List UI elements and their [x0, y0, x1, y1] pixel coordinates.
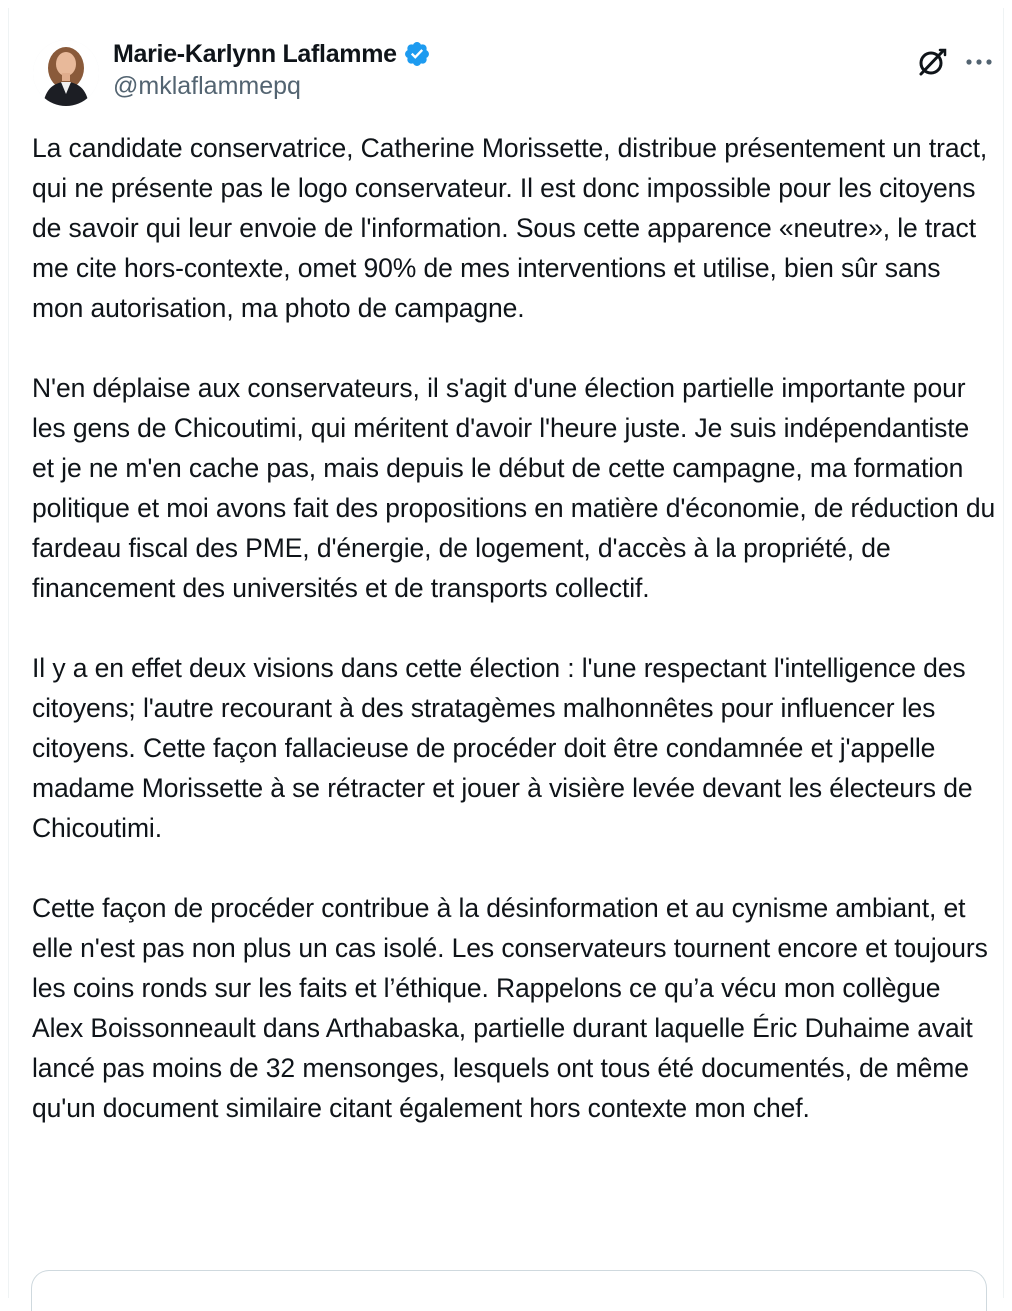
- avatar[interactable]: [33, 40, 99, 106]
- author-display-name[interactable]: Marie-Karlynn Laflamme: [113, 39, 397, 68]
- tweet-card: [8, 8, 1004, 1298]
- more-dots-icon: [964, 57, 994, 67]
- tweet-text: [32, 128, 997, 1128]
- author-handle[interactable]: @mklaflammepq: [113, 72, 301, 100]
- avatar-photo-icon: [33, 40, 99, 106]
- tweet-paragraph-4: Cette façon de procéder contribue à la désinformation et au cynisme ambiant, et elle n'est pas non plus un cas isolé. Les conservateurs tournent encore et toujours les coins ronds sur les faits et l’éthique. Rappelons ce qu’a vécu mon collègue Alex Boissonneault dans Arthabaska, partielle durant laquelle Éric Duhaime avait lancé pas moins de 32 mensonges, lesquels ont tous été documentés, de même qu'un document similaire citant également hors contexte mon chef.: [32, 893, 988, 1123]
- more-options-button[interactable]: [959, 42, 999, 82]
- tweet-header: [9, 8, 1003, 118]
- tweet-paragraph-1: La candidate conservatrice, Catherine Morissette, distribue présentement un tract, qui ne présente pas le logo conservateur. Il est donc impossible pour les citoyens de savoir qui leur envoie de l'information. Sous cette apparence «neutre», le tract me cite hors-contexte, omet 90% de mes interventions et utilise, bien sûr sans mon autorisation, ma photo de campagne.: [32, 133, 988, 323]
- tweet-paragraph-3: Il y a en effet deux visions dans cette élection : l'une respectant l'intelligence des citoyens; l'autre recourant à des stratagèmes malhonnêtes pour influencer les citoyens. Cette façon fallacieuse de procéder doit être condamnée et j'appelle madame Morissette à se rétracter et jouer à visière levée devant les électeurs de Chicoutimi.: [32, 653, 973, 843]
- tweet-paragraph-2: N'en déplaise aux conservateurs, il s'agit d'une élection partielle importante pour les gens de Chicoutimi, qui méritent d'avoir l'heure juste. Je suis indépendantiste et je ne m'en cache pas, mais depuis le début de cette campagne, ma formation politique et moi avons fait des propositions en matière d'économie, de réduction du fardeau fiscal des PME, d'énergie, de logement, d'accès à la propriété, de financement des universités et de transports collectif.: [32, 373, 996, 603]
- grok-slash-icon: [916, 46, 948, 78]
- author-block: [113, 38, 431, 101]
- verified-badge-icon[interactable]: [403, 40, 431, 68]
- attached-media-card[interactable]: [31, 1270, 987, 1311]
- grok-button[interactable]: [912, 42, 952, 82]
